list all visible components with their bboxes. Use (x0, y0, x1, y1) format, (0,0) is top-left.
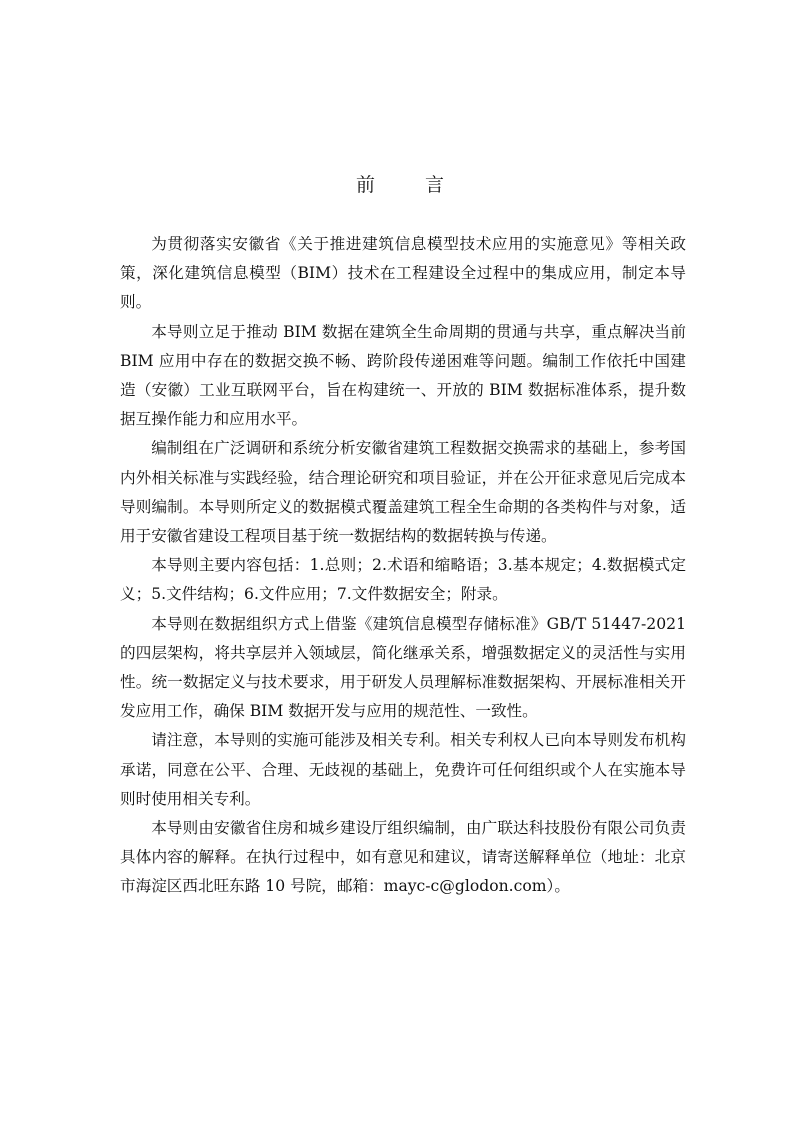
paragraph-contents: 本导则主要内容包括：1.总则；2.术语和缩略语；3.基本规定；4.数据模式定义；5.文件结构；6.文件应用；7.文件数据安全；附录。 (120, 556, 686, 604)
paragraph-architecture: 本导则在数据组织方式上借鉴《建筑信息模型存储标准》GB/T 51447-2021 的四层架构，将共享层并入领域层，简化继承关系，增强数据定义的灵活性与实用性。统一数据定义与技术要求，用于研发人员理解标准数据架构、开展标准相关开发应用工作，确保 BIM 数据开发与应用的规范性、一致性。 (120, 614, 686, 721)
paragraph-drafting: 编制组在广泛调研和系统分析安徽省建筑工程数据交换需求的基础上，参考国内外相关标准与实践经验，结合理论研究和项目验证，并在公开征求意见后完成本导则编制。本导则所定义的数据模式覆盖建筑工程全生命期的各类构件与对象，适用于安徽省建设工程项目基于统一数据结构的数据转换与传递。 (120, 439, 686, 546)
paragraph-scope: 本导则立足于推动 BIM 数据在建筑全生命周期的贯通与共享，重点解决当前 BIM 应用中存在的数据交换不畅、跨阶段传递困难等问题。编制工作依托中国建造（安徽）工业互联网平台，旨在构建统一、开放的 BIM 数据标准体系，提升数据互操作能力和应用水平。 (120, 322, 686, 429)
paragraph-patent-notice: 请注意，本导则的实施可能涉及相关专利。相关专利权人已向本导则发布机构承诺，同意在公平、合理、无歧视的基础上，免费许可任何组织或个人在实施本导则时使用相关专利。 (120, 731, 686, 808)
page-title: 前 言 (355, 174, 467, 196)
paragraph-purpose: 为贯彻落实安徽省《关于推进建筑信息模型技术应用的实施意见》等相关政策，深化建筑信息模型（BIM）技术在工程建设全过程中的集成应用，制定本导则。 (120, 235, 686, 312)
document-body (120, 230, 686, 902)
paragraph-contact: 本导则由安徽省住房和城乡建设厅组织编制，由广联达科技股份有限公司负责具体内容的解释。在执行过程中，如有意见和建议，请寄送解释单位（地址：北京市海淀区西北旺东路 10 号院，邮箱：mayc-c@glodon.com）。 (120, 819, 686, 896)
